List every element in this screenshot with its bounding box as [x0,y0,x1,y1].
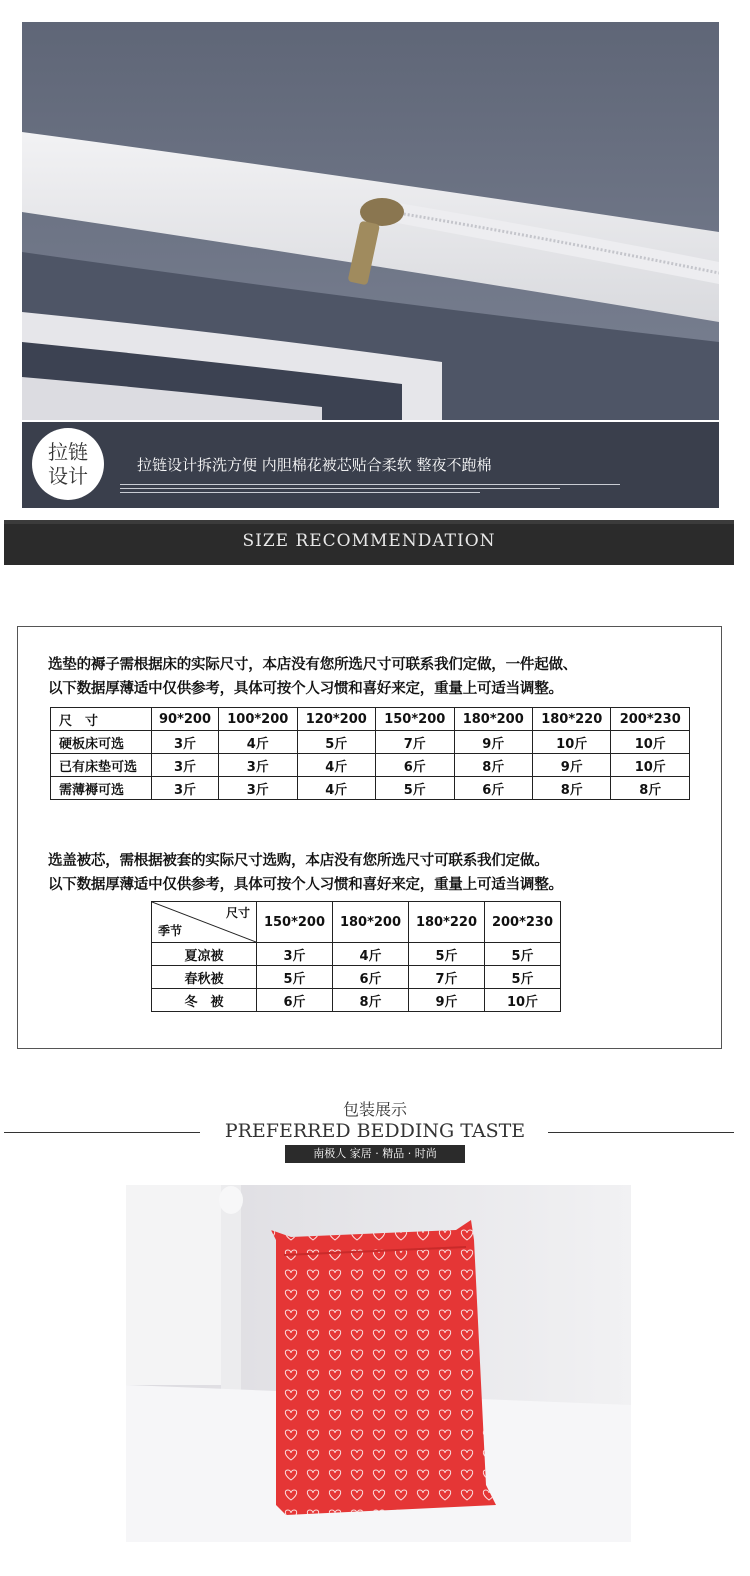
table-cell: 3斤 [152,731,219,754]
table-cell: 5斤 [257,966,333,989]
table-cell: 3斤 [152,777,219,800]
decorative-line [120,492,480,493]
decorative-line [120,488,560,489]
zipper-detail-photo [22,22,719,420]
table-cell: 8斤 [611,777,690,800]
table-row [152,966,561,989]
table-row [51,777,690,800]
table-row [152,943,561,966]
table-cell: 4斤 [297,777,375,800]
table-cell: 4斤 [297,754,375,777]
table-cell: 3斤 [219,754,297,777]
table-header-row [51,708,690,731]
table-header-cell: 180*200 [333,902,409,943]
table-cell: 4斤 [219,731,297,754]
quilt-note-line-1: 选盖被芯，需根据被套的实际尺寸选购，本店没有您所选尺寸可联系我们定做。 [48,853,549,869]
corner-season-label: 季节 [158,924,183,938]
corner-size-label: 尺寸 [225,906,250,920]
quilt-size-table [151,901,561,1012]
table-row [51,731,690,754]
table-row [152,989,561,1012]
table-cell: 5斤 [409,943,485,966]
table-cell: 8斤 [532,777,610,800]
table-cell: 5斤 [297,731,375,754]
table-header-cell: 180*200 [454,708,532,731]
table-row [51,754,690,777]
table-header-cell: 200*230 [611,708,690,731]
table-cell: 夏凉被 [152,943,257,966]
packaging-photo [126,1185,631,1542]
table-cell: 10斤 [611,731,690,754]
header-strip [4,520,734,524]
table-header-cell: 200*230 [485,902,561,943]
decorative-line [120,484,620,485]
size-panel [17,626,722,1049]
table-cell: 6斤 [376,754,454,777]
table-cell: 9斤 [532,754,610,777]
table-header-cell: 150*200 [257,902,333,943]
table-cell: 7斤 [376,731,454,754]
badge-line-1: 拉链 [48,440,88,464]
table-cell: 7斤 [409,966,485,989]
table-cell: 8斤 [333,989,409,1012]
brand-tagline: 南极人 家居 · 精品 · 时尚 [285,1145,465,1163]
table-header-cell: 尺 寸 [51,708,152,731]
table-header-cell: 90*200 [152,708,219,731]
table-cell: 5斤 [485,943,561,966]
size-recommendation-header [4,520,734,565]
table-cell: 硬板床可选 [51,731,152,754]
table-cell: 3斤 [152,754,219,777]
table-header-cell: 180*220 [409,902,485,943]
zipper-caption-banner [22,422,719,508]
table-cell: 8斤 [454,754,532,777]
table-cell: 6斤 [333,966,409,989]
packaging-rule-right [548,1132,734,1133]
mattress-note-line-2: 以下数据厚薄适中仅供参考，具体可按个人习惯和喜好来定，重量上可适当调整。 [48,681,563,697]
mattress-note-line-1: 选垫的褥子需根据床的实际尺寸，本店没有您所选尺寸可联系我们定做，一件起做、 [48,657,578,673]
table-cell: 4斤 [333,943,409,966]
table-cell: 10斤 [485,989,561,1012]
table-header-row [152,902,561,943]
badge-line-2: 设计 [48,464,88,488]
table-header-cell: 120*200 [297,708,375,731]
mattress-size-table [50,707,690,800]
table-corner-cell [152,902,257,943]
table-cell: 5斤 [376,777,454,800]
table-header-cell: 150*200 [376,708,454,731]
table-cell: 冬 被 [152,989,257,1012]
table-header-cell: 100*200 [219,708,297,731]
table-cell: 10斤 [611,754,690,777]
table-cell: 6斤 [454,777,532,800]
quilt-note-line-2: 以下数据厚薄适中仅供参考，具体可按个人习惯和喜好来定，重量上可适当调整。 [48,877,563,893]
packaging-title-en: PREFERRED BEDDING TASTE [224,1120,526,1142]
zipper-caption: 拉链设计拆洗方便 内胆棉花被芯贴合柔软 整夜不跑棉 [137,456,492,474]
table-cell: 需薄褥可选 [51,777,152,800]
table-cell: 3斤 [257,943,333,966]
size-header-title: SIZE RECOMMENDATION [242,531,496,551]
zipper-design-badge [32,428,104,500]
table-cell: 6斤 [257,989,333,1012]
table-cell: 5斤 [485,966,561,989]
table-cell: 已有床垫可选 [51,754,152,777]
packaging-title-cn: 包装展示 [342,1100,407,1119]
table-cell: 10斤 [532,731,610,754]
table-cell: 9斤 [454,731,532,754]
table-cell: 3斤 [219,777,297,800]
table-cell: 春秋被 [152,966,257,989]
table-cell: 9斤 [409,989,485,1012]
table-header-cell: 180*220 [532,708,610,731]
